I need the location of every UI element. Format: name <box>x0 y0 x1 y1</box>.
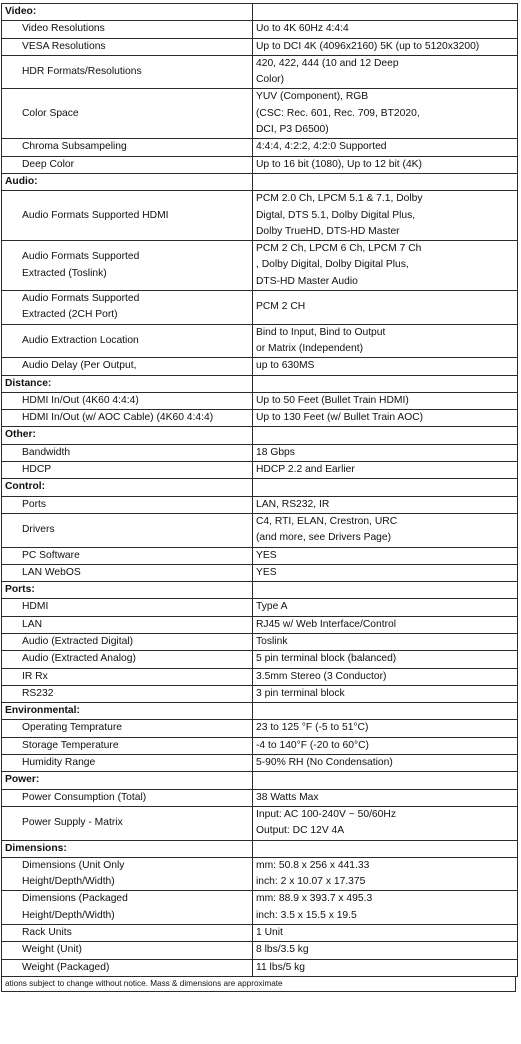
spec-value-line: 420, 422, 444 (10 and 12 Deep <box>256 57 399 69</box>
spec-row <box>2 633 518 650</box>
spec-label-line: Audio Formats Supported <box>22 293 140 305</box>
spec-label <box>2 942 253 959</box>
spec-label <box>2 139 253 156</box>
spec-row <box>2 358 518 375</box>
footnote: ations subject to change without notice. Mass & dimensions are approximate <box>1 977 516 992</box>
spec-row <box>2 564 518 581</box>
spec-table-body <box>2 4 518 977</box>
spec-value <box>253 857 518 891</box>
spec-label <box>2 156 253 173</box>
spec-value-line: mm: 88.9 x 393.7 x 495.3 <box>256 893 373 905</box>
section-title: Other: <box>2 427 253 444</box>
spec-value <box>253 599 518 616</box>
spec-row <box>2 668 518 685</box>
spec-value <box>253 789 518 806</box>
spec-row <box>2 21 518 38</box>
spec-value <box>253 156 518 173</box>
spec-label <box>2 633 253 650</box>
section-header-dimensions <box>2 840 518 857</box>
spec-value-line: up to 630MS <box>256 360 315 372</box>
spec-label <box>2 959 253 976</box>
spec-row <box>2 444 518 461</box>
section-title: Environmental: <box>2 703 253 720</box>
spec-value <box>253 959 518 976</box>
section-header-blank <box>253 582 518 599</box>
spec-value-line: or Matrix (Independent) <box>256 342 364 354</box>
spec-label-line: RS232 <box>22 687 54 699</box>
spec-label-line: Ports <box>22 498 47 510</box>
spec-label-line: HDMI <box>22 601 49 613</box>
spec-value-line: Toslink <box>256 635 288 647</box>
spec-value-line: Color) <box>256 74 285 86</box>
spec-value <box>253 358 518 375</box>
spec-label <box>2 685 253 702</box>
spec-row <box>2 547 518 564</box>
spec-value <box>253 496 518 513</box>
spec-value <box>253 21 518 38</box>
spec-value-line: Type A <box>256 601 288 613</box>
spec-label <box>2 358 253 375</box>
spec-label <box>2 496 253 513</box>
section-title: Distance: <box>2 375 253 392</box>
spec-label <box>2 324 253 358</box>
spec-label-line: Height/Depth/Width) <box>22 876 115 888</box>
spec-row <box>2 959 518 976</box>
spec-row <box>2 38 518 55</box>
spec-value <box>253 633 518 650</box>
spec-value-line: -4 to 140°F (-20 to 60°C) <box>256 739 369 751</box>
spec-value-line: DTS-HD Master Audio <box>256 275 358 287</box>
section-header-ports <box>2 582 518 599</box>
section-header-blank <box>253 427 518 444</box>
section-header-video <box>2 4 518 21</box>
spec-label-line: Humidity Range <box>22 757 96 769</box>
section-header-other <box>2 427 518 444</box>
spec-row <box>2 616 518 633</box>
spec-value-line: 5-90% RH (No Condensation) <box>256 757 393 769</box>
spec-row <box>2 191 518 241</box>
spec-label-line: Power Supply - Matrix <box>22 817 123 829</box>
spec-label <box>2 925 253 942</box>
spec-value-line: 38 Watts Max <box>256 791 319 803</box>
spec-label <box>2 547 253 564</box>
spec-label <box>2 38 253 55</box>
spec-label <box>2 513 253 547</box>
section-header-distance <box>2 375 518 392</box>
spec-value-line: Output: DC 12V 4A <box>256 825 345 837</box>
spec-value <box>253 651 518 668</box>
section-header-blank <box>253 772 518 789</box>
spec-value-line: 3.5mm Stereo (3 Conductor) <box>256 670 387 682</box>
spec-label <box>2 444 253 461</box>
spec-label-line: LAN WebOS <box>22 566 81 578</box>
spec-value <box>253 392 518 409</box>
spec-value-line: 5 pin terminal block (balanced) <box>256 653 397 665</box>
spec-label <box>2 599 253 616</box>
section-title: Video: <box>2 4 253 21</box>
spec-value-line: mm: 50.8 x 256 x 441.33 <box>256 859 370 871</box>
spec-value-line: 23 to 125 °F (-5 to 51°C) <box>256 722 369 734</box>
spec-label-line: Video Resolutions <box>22 23 105 35</box>
spec-value-line: PCM 2.0 Ch, LPCM 5.1 & 7.1, Dolby <box>256 193 423 205</box>
spec-label-line: Audio Extraction Location <box>22 334 139 346</box>
spec-label-line: Weight (Packaged) <box>22 961 110 973</box>
spec-label-line: Operating Temprature <box>22 722 122 734</box>
spec-value <box>253 139 518 156</box>
section-header-control <box>2 479 518 496</box>
spec-row <box>2 496 518 513</box>
spec-row <box>2 599 518 616</box>
spec-value <box>253 89 518 139</box>
spec-value-line: 18 Gbps <box>256 446 295 458</box>
spec-value-line: 8 lbs/3.5 kg <box>256 944 309 956</box>
spec-label-line: HDCP <box>22 464 52 476</box>
spec-row <box>2 462 518 479</box>
spec-label-line: Audio (Extracted Digital) <box>22 635 134 647</box>
spec-value-line: (and more, see Drivers Page) <box>256 532 392 544</box>
spec-label <box>2 21 253 38</box>
spec-row <box>2 241 518 291</box>
spec-value <box>253 191 518 241</box>
spec-value-line: Up to 130 Feet (w/ Bullet Train AOC) <box>256 412 424 424</box>
spec-value <box>253 444 518 461</box>
spec-label-line: Extracted (Toslink) <box>22 267 107 279</box>
section-header-blank <box>253 703 518 720</box>
spec-label-line: Extracted (2CH Port) <box>22 309 118 321</box>
spec-value-line: Input: AC 100-240V ~ 50/60Hz <box>256 808 396 820</box>
spec-row <box>2 291 518 325</box>
spec-value-line: LAN, RS232, IR <box>256 498 330 510</box>
spec-value-line: DCI, P3 D6500) <box>256 124 329 136</box>
spec-label-line: Dimensions (Unit Only <box>22 859 125 871</box>
spec-label-line: Weight (Unit) <box>22 944 82 956</box>
spec-sheet <box>1 3 517 992</box>
spec-label <box>2 668 253 685</box>
spec-label-line: IR Rx <box>22 670 48 682</box>
spec-value-line: 3 pin terminal block <box>256 687 345 699</box>
spec-value <box>253 410 518 427</box>
spec-value-line: (CSC: Rec. 601, Rec. 709, BT2020, <box>256 107 420 119</box>
spec-value-line: Up to 16 bit (1080), Up to 12 bit (4K) <box>256 158 422 170</box>
spec-label <box>2 191 253 241</box>
section-header-power <box>2 772 518 789</box>
spec-value-line: PCM 2 Ch, LPCM 6 Ch, LPCM 7 Ch <box>256 243 422 255</box>
spec-value <box>253 462 518 479</box>
spec-value-line: 4:4:4, 4:2:2, 4:2:0 Supported <box>256 141 387 153</box>
section-title: Ports: <box>2 582 253 599</box>
spec-value <box>253 755 518 772</box>
spec-label-line: Rack Units <box>22 927 72 939</box>
spec-label-line: Drivers <box>22 524 55 536</box>
spec-label <box>2 806 253 840</box>
spec-label <box>2 720 253 737</box>
section-header-blank <box>253 4 518 21</box>
spec-value <box>253 737 518 754</box>
spec-value <box>253 513 518 547</box>
spec-value <box>253 564 518 581</box>
spec-value-line: Bind to Input, Bind to Output <box>256 326 386 338</box>
spec-row <box>2 139 518 156</box>
spec-value <box>253 942 518 959</box>
spec-value-line: inch: 2 x 10.07 x 17.375 <box>256 876 366 888</box>
spec-row <box>2 806 518 840</box>
spec-row <box>2 410 518 427</box>
spec-label <box>2 755 253 772</box>
spec-label <box>2 55 253 89</box>
spec-label <box>2 410 253 427</box>
spec-value <box>253 55 518 89</box>
spec-row <box>2 720 518 737</box>
spec-row <box>2 685 518 702</box>
section-header-blank <box>253 840 518 857</box>
spec-label-line: HDR Formats/Resolutions <box>22 66 142 78</box>
spec-value-line: C4, RTI, ELAN, Crestron, URC <box>256 515 398 527</box>
spec-row <box>2 392 518 409</box>
section-header-blank <box>253 479 518 496</box>
spec-row <box>2 156 518 173</box>
spec-label-line: Chroma Subsampeling <box>22 141 127 153</box>
spec-row <box>2 942 518 959</box>
spec-value <box>253 806 518 840</box>
spec-value <box>253 616 518 633</box>
section-title: Audio: <box>2 173 253 190</box>
section-title: Power: <box>2 772 253 789</box>
section-title: Control: <box>2 479 253 496</box>
spec-label-line: HDMI In/Out (w/ AOC Cable) (4K60 4:4:4) <box>22 412 214 424</box>
spec-value-line: RJ45 w/ Web Interface/Control <box>256 618 397 630</box>
spec-value-line: YES <box>256 549 277 561</box>
section-header-blank <box>253 375 518 392</box>
spec-value-line: HDCP 2.2 and Earlier <box>256 464 355 476</box>
spec-table <box>1 3 518 977</box>
spec-row <box>2 513 518 547</box>
spec-label <box>2 857 253 891</box>
spec-value <box>253 547 518 564</box>
spec-label-line: Audio (Extracted Analog) <box>22 653 136 665</box>
spec-value <box>253 291 518 325</box>
spec-value <box>253 720 518 737</box>
spec-row <box>2 925 518 942</box>
spec-label-line: Storage Temperature <box>22 739 119 751</box>
spec-label-line: Audio Formats Supported HDMI <box>22 209 169 221</box>
spec-row <box>2 55 518 89</box>
spec-value-line: Uo to 4K 60Hz 4:4:4 <box>256 23 349 35</box>
spec-label-line: Height/Depth/Width) <box>22 909 115 921</box>
section-header-environmental <box>2 703 518 720</box>
spec-label-line: Audio Delay (Per Output, <box>22 360 137 372</box>
spec-value-line: , Dolby Digital, Dolby Digital Plus, <box>256 259 409 271</box>
spec-label-line: Power Consumption (Total) <box>22 791 147 803</box>
spec-label-line: Deep Color <box>22 158 75 170</box>
spec-label <box>2 616 253 633</box>
spec-row <box>2 857 518 891</box>
spec-value-line: Up to 50 Feet (Bullet Train HDMI) <box>256 394 409 406</box>
spec-value-line: inch: 3.5 x 15.5 x 19.5 <box>256 909 357 921</box>
spec-value <box>253 38 518 55</box>
spec-value-line: YUV (Component), RGB <box>256 91 369 103</box>
section-title: Dimensions: <box>2 840 253 857</box>
spec-value <box>253 324 518 358</box>
spec-row <box>2 789 518 806</box>
spec-value-line: PCM 2 CH <box>256 301 306 313</box>
spec-value <box>253 685 518 702</box>
spec-value <box>253 668 518 685</box>
spec-label <box>2 789 253 806</box>
spec-label-line: LAN <box>22 618 43 630</box>
spec-label <box>2 737 253 754</box>
spec-value <box>253 925 518 942</box>
spec-label-line: HDMI In/Out (4K60 4:4:4) <box>22 394 139 406</box>
spec-row <box>2 651 518 668</box>
spec-label <box>2 392 253 409</box>
spec-label-line: VESA Resolutions <box>22 40 106 52</box>
section-header-blank <box>253 173 518 190</box>
section-header-audio <box>2 173 518 190</box>
spec-value-line: Dolby TrueHD, DTS-HD Master <box>256 225 400 237</box>
spec-label-line: Audio Formats Supported <box>22 251 140 263</box>
spec-label <box>2 564 253 581</box>
spec-value-line: Up to DCI 4K (4096x2160) 5K (up to 5120x3200) <box>256 40 480 52</box>
spec-value-line: 1 Unit <box>256 927 283 939</box>
spec-label-line: Bandwidth <box>22 446 71 458</box>
spec-label-line: Dimensions (Packaged <box>22 893 128 905</box>
spec-label <box>2 89 253 139</box>
spec-label <box>2 651 253 668</box>
spec-value <box>253 891 518 925</box>
spec-label <box>2 241 253 291</box>
spec-label <box>2 291 253 325</box>
spec-label-line: Color Space <box>22 107 79 119</box>
spec-value-line: YES <box>256 566 277 578</box>
spec-value <box>253 241 518 291</box>
spec-label <box>2 891 253 925</box>
spec-row <box>2 755 518 772</box>
spec-row <box>2 89 518 139</box>
spec-row <box>2 891 518 925</box>
spec-row <box>2 324 518 358</box>
spec-value-line: 11 lbs/5 kg <box>256 961 306 973</box>
spec-label <box>2 462 253 479</box>
spec-value-line: Digtal, DTS 5.1, Dolby Digital Plus, <box>256 209 416 221</box>
spec-label-line: PC Software <box>22 549 80 561</box>
spec-row <box>2 737 518 754</box>
